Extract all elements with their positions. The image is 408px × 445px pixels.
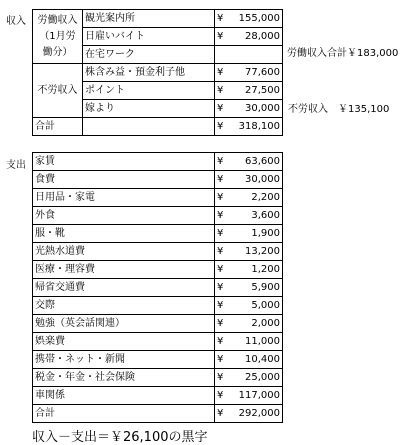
yen-sign: ¥ [215, 118, 229, 136]
income-section-label: 収入 [6, 16, 26, 27]
expense-amount: 3,600 [229, 207, 283, 225]
yen-sign: ¥ [215, 405, 229, 423]
income-item: 観光案内所 [83, 10, 215, 28]
income-item: 株含み益・預金利子他 [83, 64, 215, 82]
group-work-line-1: 労働収入 [37, 14, 78, 26]
yen-sign: ¥ [215, 243, 229, 261]
income-item: 在宅ワーク [83, 46, 215, 64]
expense-amount: 1,200 [229, 261, 283, 279]
expense-amount: 11,000 [229, 333, 283, 351]
yen-sign: ¥ [215, 82, 229, 100]
table-row [33, 387, 283, 405]
table-row [33, 153, 283, 171]
expense-item: 食費 [33, 171, 215, 189]
income-group-unearned: 不労収入 [33, 64, 83, 118]
table-row [33, 351, 283, 369]
income-amount [229, 46, 283, 64]
yen-sign: ¥ [215, 171, 229, 189]
expense-item: 交際 [33, 297, 215, 315]
expense-amount: 1,900 [229, 225, 283, 243]
yen-sign: ¥ [215, 297, 229, 315]
expense-amount: 117,000 [229, 387, 283, 405]
expense-item: 税金・年金・社会保険 [33, 369, 215, 387]
yen-sign: ¥ [215, 153, 229, 171]
note-work-total: 労働収入合計￥183,000 [287, 48, 399, 59]
yen-sign: ¥ [215, 279, 229, 297]
expense-total-amount: 292,000 [229, 405, 283, 423]
expense-item: 服・靴 [33, 225, 215, 243]
yen-sign: ¥ [215, 189, 229, 207]
expense-item: 医療・理容費 [33, 261, 215, 279]
table-row [33, 333, 283, 351]
income-table [32, 9, 283, 136]
table-row [33, 189, 283, 207]
yen-sign: ¥ [215, 315, 229, 333]
group-work-line-3: 働分） [42, 46, 73, 58]
expense-table [32, 152, 283, 423]
expense-item: 娯楽費 [33, 333, 215, 351]
table-row [33, 207, 283, 225]
expense-amount: 63,600 [229, 153, 283, 171]
income-total-row [33, 118, 283, 136]
table-row [33, 225, 283, 243]
expense-item: 家賃 [33, 153, 215, 171]
yen-sign: ¥ [215, 28, 229, 46]
yen-sign: ¥ [215, 10, 229, 28]
income-total-amount: 318,100 [229, 118, 283, 136]
income-total-label: 合計 [33, 118, 83, 136]
expense-section-label: 支出 [6, 160, 26, 171]
table-row [33, 261, 283, 279]
income-amount: 155,000 [229, 10, 283, 28]
table-row [33, 315, 283, 333]
expense-item: 帰省交通費 [33, 279, 215, 297]
income-amount: 28,000 [229, 28, 283, 46]
expense-total-row [33, 405, 283, 423]
yen-sign: ¥ [215, 64, 229, 82]
income-amount: 77,600 [229, 64, 283, 82]
income-amount: 30,000 [229, 100, 283, 118]
table-row [33, 171, 283, 189]
expense-item: 勉強（英会話関連） [33, 315, 215, 333]
table-row [33, 243, 283, 261]
expense-amount: 13,200 [229, 243, 283, 261]
expense-item: 日用品・家電 [33, 189, 215, 207]
expense-amount: 5,900 [229, 279, 283, 297]
income-amount: 27,500 [229, 82, 283, 100]
income-item: 嫁より [83, 100, 215, 118]
expense-amount: 30,000 [229, 171, 283, 189]
table-row [33, 10, 283, 28]
yen-sign: ¥ [215, 225, 229, 243]
expense-amount: 2,000 [229, 315, 283, 333]
table-row [33, 279, 283, 297]
yen-sign: ¥ [215, 351, 229, 369]
expense-amount: 10,400 [229, 351, 283, 369]
yen-sign: ¥ [215, 369, 229, 387]
summary-line: 収入－支出＝￥26,100の黒字 [32, 430, 208, 445]
table-row [33, 64, 283, 82]
income-total-blank [83, 118, 215, 136]
expense-total-label: 合計 [33, 405, 215, 423]
expense-amount: 5,000 [229, 297, 283, 315]
income-item: ポイント [83, 82, 215, 100]
expense-item: 外食 [33, 207, 215, 225]
yen-sign: ¥ [215, 387, 229, 405]
yen-sign: ¥ [215, 261, 229, 279]
expense-amount: 2,200 [229, 189, 283, 207]
yen-sign: ¥ [215, 207, 229, 225]
income-group-work [33, 10, 83, 64]
yen-sign [215, 46, 229, 64]
group-work-line-2: （1月労 [39, 30, 76, 42]
income-item: 日雇いバイト [83, 28, 215, 46]
expense-amount: 25,000 [229, 369, 283, 387]
table-row [33, 297, 283, 315]
note-unearned-total: 不労収入 ￥135,100 [288, 104, 390, 115]
yen-sign: ¥ [215, 333, 229, 351]
yen-sign: ¥ [215, 100, 229, 118]
table-row [33, 369, 283, 387]
expense-item: 光熱水道費 [33, 243, 215, 261]
expense-item: 車関係 [33, 387, 215, 405]
expense-item: 携帯・ネット・新聞 [33, 351, 215, 369]
